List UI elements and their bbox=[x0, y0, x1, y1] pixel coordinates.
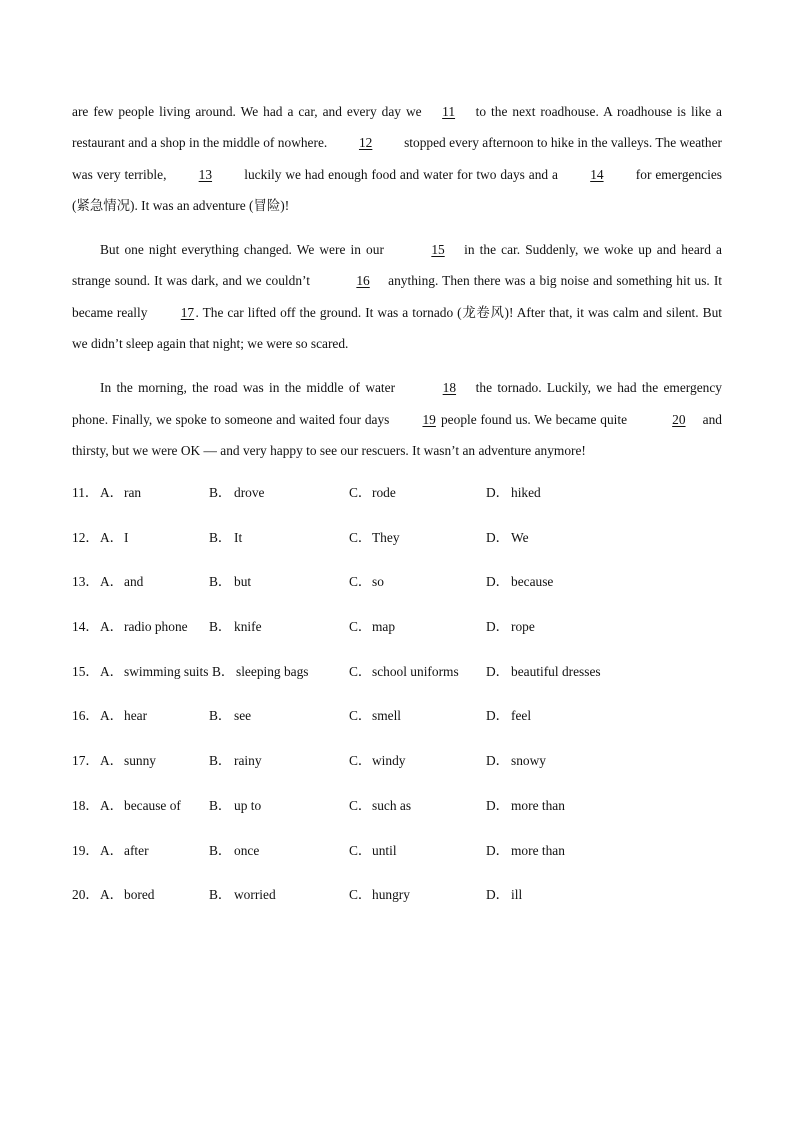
option-c-text: so bbox=[372, 574, 384, 590]
option-a-text: ran bbox=[124, 485, 142, 500]
option-b-letter: B． bbox=[209, 574, 232, 590]
blank-13: 13 bbox=[198, 166, 213, 182]
question-row bbox=[72, 478, 732, 523]
option-b-text: sleeping bags bbox=[236, 663, 309, 679]
text-run: the tornado. Luckily, we had the emergency phone. Finally, we spoke to someone and waited four days bbox=[72, 380, 722, 427]
question-row bbox=[72, 701, 732, 746]
option-d-text: feel bbox=[511, 708, 532, 724]
question-row bbox=[72, 791, 732, 836]
question-row bbox=[72, 880, 732, 925]
option-b-letter: B． bbox=[209, 529, 232, 545]
option-b-letter: B． bbox=[209, 485, 232, 500]
question-row bbox=[72, 523, 732, 568]
option-a-letter: A． bbox=[100, 574, 124, 590]
option-a-letter: A． bbox=[100, 887, 124, 903]
text-run: luckily we had enough food and water for two days and a bbox=[240, 166, 562, 182]
question-number: 16． bbox=[72, 708, 99, 724]
option-a-letter: A． bbox=[100, 485, 124, 500]
option-b-text: drove bbox=[234, 485, 265, 500]
option-a-letter: A． bbox=[100, 529, 124, 545]
option-a-letter: A． bbox=[100, 619, 124, 635]
option-d-text: because bbox=[511, 574, 554, 590]
option-a-letter: A． bbox=[100, 842, 124, 858]
option-c-letter: C． bbox=[349, 529, 372, 545]
passage-paragraph-2 bbox=[72, 234, 722, 359]
option-d-text: hiked bbox=[511, 485, 541, 500]
option-b-letter: B． bbox=[209, 887, 232, 903]
option-c-text: map bbox=[372, 619, 396, 635]
option-d-text: ill bbox=[511, 887, 523, 903]
option-d-text: beautiful dresses bbox=[511, 663, 601, 679]
option-c-letter: C． bbox=[349, 887, 372, 903]
passage-paragraph-1 bbox=[72, 96, 722, 221]
option-a-text: hear bbox=[124, 708, 148, 724]
option-b-text: rainy bbox=[234, 753, 262, 769]
answer-options bbox=[72, 478, 732, 925]
text-run: stopped every afternoon to hike in the valleys. The weather was very terrible, bbox=[72, 135, 722, 182]
blank-12: 12 bbox=[358, 135, 373, 151]
option-c-letter: C． bbox=[349, 485, 372, 500]
option-d-letter: D． bbox=[486, 842, 510, 858]
option-c-text: such as bbox=[372, 797, 412, 813]
option-b-letter: B． bbox=[209, 753, 232, 769]
option-d-letter: D． bbox=[486, 529, 510, 545]
text-run: people found us. We became quite bbox=[437, 411, 631, 427]
option-c-text: windy bbox=[372, 753, 406, 769]
option-d-letter: D． bbox=[486, 797, 510, 813]
blank-14: 14 bbox=[590, 166, 604, 182]
text-run: to the next roadhouse. A roadhouse is like a restaurant and a shop in the middle of nowhere. bbox=[72, 104, 722, 151]
option-c-letter: C． bbox=[349, 619, 372, 635]
option-d-letter: D． bbox=[486, 619, 510, 635]
option-d-letter: D． bbox=[486, 753, 510, 769]
text-run: are few people living around. We had a car, and every day we bbox=[72, 104, 427, 119]
option-a-text: because of bbox=[124, 797, 181, 813]
blank-16: 16 bbox=[356, 273, 370, 289]
option-c-letter: C． bbox=[349, 753, 372, 769]
option-b-text: see bbox=[234, 708, 252, 724]
text-run: and thirsty, but we were OK — and very happy to see our rescuers. It wasn’t an adventure anymore! bbox=[72, 411, 722, 458]
option-d-text: snowy bbox=[511, 753, 546, 769]
option-a-letter: A． bbox=[100, 797, 124, 813]
option-c-text: They bbox=[372, 529, 400, 545]
option-b-text: but bbox=[234, 574, 252, 590]
option-a-letter: A． bbox=[100, 663, 124, 679]
option-c-letter: C． bbox=[349, 797, 372, 813]
option-b-text: once bbox=[234, 842, 260, 858]
option-a-text: radio phone bbox=[124, 619, 188, 635]
option-b-letter: B． bbox=[209, 619, 232, 635]
option-d-letter: D． bbox=[486, 708, 510, 724]
blank-19: 19 bbox=[422, 411, 436, 427]
option-c-text: until bbox=[372, 842, 397, 858]
option-b-text: knife bbox=[234, 619, 262, 635]
option-b-letter: B． bbox=[209, 797, 232, 813]
option-c-letter: C． bbox=[349, 574, 372, 590]
option-a-text: swimming suits bbox=[124, 663, 209, 679]
question-row bbox=[72, 836, 732, 881]
text-run: in the car. Suddenly, we woke up and heard a strange sound. It was dark, and we couldn’t bbox=[72, 242, 723, 289]
option-b-text: It bbox=[234, 529, 243, 545]
option-c-letter: C． bbox=[349, 842, 372, 858]
question-row bbox=[72, 746, 732, 791]
option-a-text: bored bbox=[124, 887, 155, 903]
option-d-letter: D． bbox=[486, 663, 510, 679]
question-number: 14． bbox=[72, 619, 99, 635]
question-number: 18． bbox=[72, 797, 99, 813]
option-d-letter: D． bbox=[486, 574, 510, 590]
text-run: anything. Then there was a big noise and something hit us. It became really bbox=[72, 273, 722, 320]
question-number: 19． bbox=[72, 842, 99, 858]
option-a-text: I bbox=[124, 529, 129, 545]
question-number: 11． bbox=[72, 485, 99, 500]
question-row bbox=[72, 612, 732, 657]
option-d-letter: D． bbox=[486, 887, 510, 903]
option-a-letter: A． bbox=[100, 708, 124, 724]
option-a-text: and bbox=[124, 574, 144, 590]
blank-18: 18 bbox=[442, 380, 457, 396]
option-c-letter: C． bbox=[349, 663, 372, 679]
question-number: 15． bbox=[72, 663, 99, 679]
option-b-letter: B． bbox=[209, 708, 232, 724]
option-a-text: after bbox=[124, 842, 149, 858]
option-d-text: more than bbox=[511, 842, 565, 858]
text-run: for emergencies (紧急情况). It was an adventure (冒险)! bbox=[72, 166, 722, 213]
question-number: 12． bbox=[72, 529, 99, 545]
option-c-letter: C． bbox=[349, 708, 372, 724]
question-number: 13． bbox=[72, 574, 99, 590]
option-d-letter: D． bbox=[486, 485, 510, 500]
option-a-text: sunny bbox=[124, 753, 156, 769]
text-run: In the morning, the road was in the middle of water bbox=[100, 380, 401, 396]
option-b-text: up to bbox=[234, 797, 262, 813]
question-number: 20． bbox=[72, 887, 99, 903]
cloze-passage bbox=[72, 96, 722, 479]
blank-20: 20 bbox=[672, 411, 686, 427]
passage-paragraph-3 bbox=[72, 372, 722, 466]
option-c-text: rode bbox=[372, 485, 396, 500]
text-run: But one night everything changed. We were in our bbox=[100, 242, 390, 258]
option-d-text: rope bbox=[511, 619, 535, 635]
option-d-text: We bbox=[511, 529, 529, 545]
option-b-letter: B． bbox=[209, 842, 232, 858]
question-row bbox=[72, 657, 732, 702]
question-row bbox=[72, 567, 732, 612]
blank-11: 11 bbox=[442, 104, 456, 119]
option-b-letter: B． bbox=[212, 663, 235, 679]
blank-17: 17 bbox=[180, 304, 195, 320]
option-c-text: hungry bbox=[372, 887, 410, 903]
text-run: . The car lifted off the ground. It was a tornado (龙卷风)! After that, it was calm and silent. But we didn’t sleep again that night; we were so scared. bbox=[72, 304, 722, 352]
option-c-text: school uniforms bbox=[372, 663, 459, 679]
blank-15: 15 bbox=[431, 242, 445, 258]
option-b-text: worried bbox=[234, 887, 276, 903]
question-number: 17． bbox=[72, 753, 99, 769]
option-a-letter: A． bbox=[100, 753, 124, 769]
option-d-text: more than bbox=[511, 797, 565, 813]
option-c-text: smell bbox=[372, 708, 402, 724]
